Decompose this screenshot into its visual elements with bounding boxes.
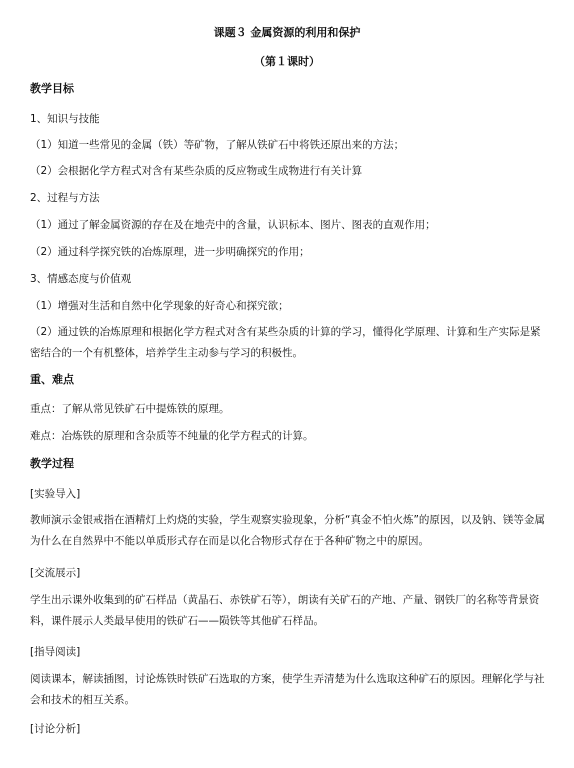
- section-heading-process: 教学过程: [30, 457, 74, 470]
- knowledge-item: （1）知道一些常见的金属（铁）等矿物，了解从铁矿石中将铁还原出来的方法；: [30, 139, 405, 151]
- document-subtitle: （第１课时）: [254, 55, 320, 68]
- knowledge-item: （2）会根据化学方程式对含有某些杂质的反应物或生成物进行有关计算: [30, 165, 363, 177]
- difficulty-text: 难点：冶炼铁的原理和含杂质等不纯量的化学方程式的计算。: [30, 430, 314, 442]
- guided-reading-text: 阅读课本，解读插图，讨论炼铁时铁矿石选取的方案，使学生弄清楚为什么选取这种矿石的原因。理解化学与社会和技术的相互关系。: [30, 673, 545, 706]
- subsection-heading-emotion: 3、情感态度与价值观: [30, 273, 132, 285]
- label-exchange-display: [交流展示]: [30, 567, 81, 579]
- exchange-display-text: 学生出示课外收集到的矿石样品（黄晶石、赤铁矿石等），朗读有关矿石的产地、产量、钢铁厂的名称等背景资料，课件展示人类最早使用的铁矿石——陨铁等其他矿石样品。: [30, 594, 540, 627]
- subsection-heading-knowledge: 1、知识与技能: [30, 113, 100, 125]
- label-guided-reading: [指导阅读]: [30, 646, 81, 658]
- section-heading-key-points: 重、难点: [30, 373, 74, 386]
- document-title: 课题３ 金属资源的利用和保护: [213, 26, 361, 39]
- process-item: （1）通过了解金属资源的存在及在地壳中的含量，认识标本、图片、图表的直观作用；: [30, 219, 436, 231]
- emotion-item: （2）通过铁的冶炼原理和根据化学方程式对含有某些杂质的计算的学习，懂得化学原理、计算和生产实际是紧密结合的一个有机整体，培养学生主动参与学习的积极性。: [30, 326, 541, 359]
- experiment-intro-text: 教师演示金银戒指在酒精灯上灼烧的实验，学生观察实验现象，分析“真金不怕火炼”的原因，以及钠、镁等金属为什么在自然界中不能以单质形式存在而是以化合物形式存在于各种矿物之中的原因。: [30, 514, 545, 547]
- label-experiment-intro: [实验导入]: [30, 488, 81, 500]
- emotion-item: （1）增强对生活和自然中化学现象的好奇心和探究欲；: [30, 300, 289, 312]
- subsection-heading-process: 2、过程与方法: [30, 192, 100, 204]
- process-item: （2）通过科学探究铁的冶炼原理，进一步明确探究的作用；: [30, 246, 310, 258]
- section-heading-goals: 教学目标: [30, 82, 74, 95]
- label-discussion: [讨论分析]: [30, 723, 81, 735]
- key-point-text: 重点：了解从常见铁矿石中提炼铁的原理。: [30, 403, 230, 415]
